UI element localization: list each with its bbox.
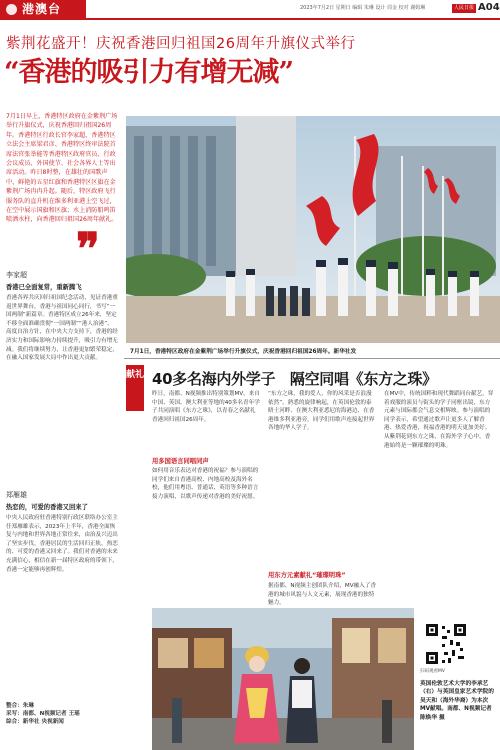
story2-col-c: 在MV中，传统国粹和现代舞蹈同台献艺，穿着戏服的演员与街头的学子同框出镜，东方元素与国际都会气息交相辉映。参与演唱的同学表示，希望通过歌声让更多人了解香港、热爱香港，祝福香港的明天更加美好。从紫荆花到东方之珠，在海外学子心中，香港始终是一颗璀璨的明珠。 [384, 391, 494, 449]
kicker: 紫荆花盛开！庆祝香港回归祖国26周年升旗仪式举行 [6, 36, 356, 52]
story2-subhead-a: 用多国语言同唱同声 [152, 458, 209, 465]
lead-paragraph: 7月1日早上，香港特区政府在金紫荆广场举行升旗仪式，庆祝香港回归祖国26周年。香港特区行政长官李家超、香港特区立法会主席梁君彦、香港特区终审法院首席法官张举能等香港特区政府官员、行政会议成员、外国使节、社会各界人士等出席活动。昨日8时整，在雄壮的国歌声中，鲜艳的五星红旗和香港特区区旗在金紫荆广场冉冉升起。随后，特区政府飞行服务队的直升机在维多利亚港上空飞过，在空中展示国旗和区旗；水上消防船鸣笛喷洒水柱，向香港回归祖国26周年献礼。 [6, 113, 118, 224]
paper-tag: 人民日报 [453, 5, 474, 11]
essay1-title: 香港已全面复常，重新腾飞 [6, 284, 82, 291]
credits: 整合：朱琳 采写：南都、N视频记者 王瑶 综合：新华社 央视新闻 [6, 703, 80, 725]
photo1-caption: 7月1日，香港特区政府在金紫荆广场举行升旗仪式，庆祝香港回归祖国26周年。新华社发 [130, 349, 357, 355]
section-title: 港澳台 [22, 2, 62, 16]
section-badge [0, 0, 86, 18]
story2-col-b: “东方之珠，我的爱人，你的风采是否浪漫依然”，熟悉的旋律响起，在英国伦敦的泰晤士河畔、在澳大利亚悉尼的海港边、在香港维多利亚港旁，同学们用歌声连接起世界各地的华人学子。 [268, 391, 375, 432]
story-label-badge: 献礼 [126, 365, 144, 411]
essay1-body: 香港各界共庆回归祖国纪念活动，见证香港重返世界舞台，香港与祖国同心同行，书写“一国两制”新篇章。香港特区成立26年来，坚定不移全面准确贯彻“一国两制”“港人治港”、高度自治方针，在中央大力支持下，香港的经济实力和国际影响力持续提升，吸引力有增无减。我们将继续努力，让香港更加繁荣稳定，在融入国家发展大局中作出更大贡献。 [6, 295, 118, 362]
section-logo-icon [6, 4, 17, 15]
singers-photo [152, 608, 414, 750]
header-rule [0, 18, 500, 20]
issue-meta: 2023年7月2日 星期日 编辑 朱琳 设计 周金 校对 谢姆琳 [300, 5, 426, 11]
qr-caption: 扫码观看MV [420, 669, 445, 674]
main-headline: “香港的吸引力有增无减” [4, 57, 294, 88]
story2-col-a2: 如何用音乐表达对香港的祝福？参与演唱的同学们来自香港高校、内地高校及海外名校，他们用粤语、普通话、英语等多种语言接力演唱，以歌声传递对香港的美好祝愿。 [152, 468, 259, 500]
page-number: A04 [478, 2, 500, 13]
story2-col-a: 昨日，南都、N视频推出特别策划MV，来自中国、英国、澳大利亚等地的40多名青年学子共同演唱《东方之珠》，以青春之名献礼香港回归祖国26周年。 [152, 391, 260, 423]
story2-headline: 40多名海内外学子 隔空同唱《东方之珠》 [152, 370, 437, 388]
essay2-title: 热恋的，可爱的香港又回来了 [6, 504, 88, 511]
photo2-caption: 英国伦敦艺术大学的李承艺（右）与英国皇家艺术学院的吴天和（海外华裔）为本次MV献唱。南都、N视频记者 陈焕华 摄 [420, 681, 494, 721]
quote-mark-icon: ❞ [76, 224, 100, 275]
flag-raising-photo [126, 116, 500, 343]
essay2-author: 郑雁雄 [6, 491, 27, 499]
essay1-author: 李家超 [6, 271, 27, 279]
essay2-body: 中央人民政府驻香港特别行政区联络办公室主任郑雁雄表示，2023年上半年，香港全面恢复与内地和世界各地正常往来，由治及兴迈出了坚实步伐。香港居民的生活回归正轨，热恋的、可爱的香港又回来了。我们对香港的未来充满信心，相信在新一届特区政府的带领下，香港一定能够再创辉煌。 [6, 515, 118, 573]
section-divider [124, 358, 500, 359]
story2-col-b2: 据南都、N视频主创团队介绍，MV融入了香港的城市风貌与人文元素，展现香港的独特魅力。 [268, 583, 376, 607]
qr-code[interactable] [424, 622, 468, 666]
story2-subhead-b: 用东方元素献礼“璀璨明珠” [268, 572, 346, 579]
